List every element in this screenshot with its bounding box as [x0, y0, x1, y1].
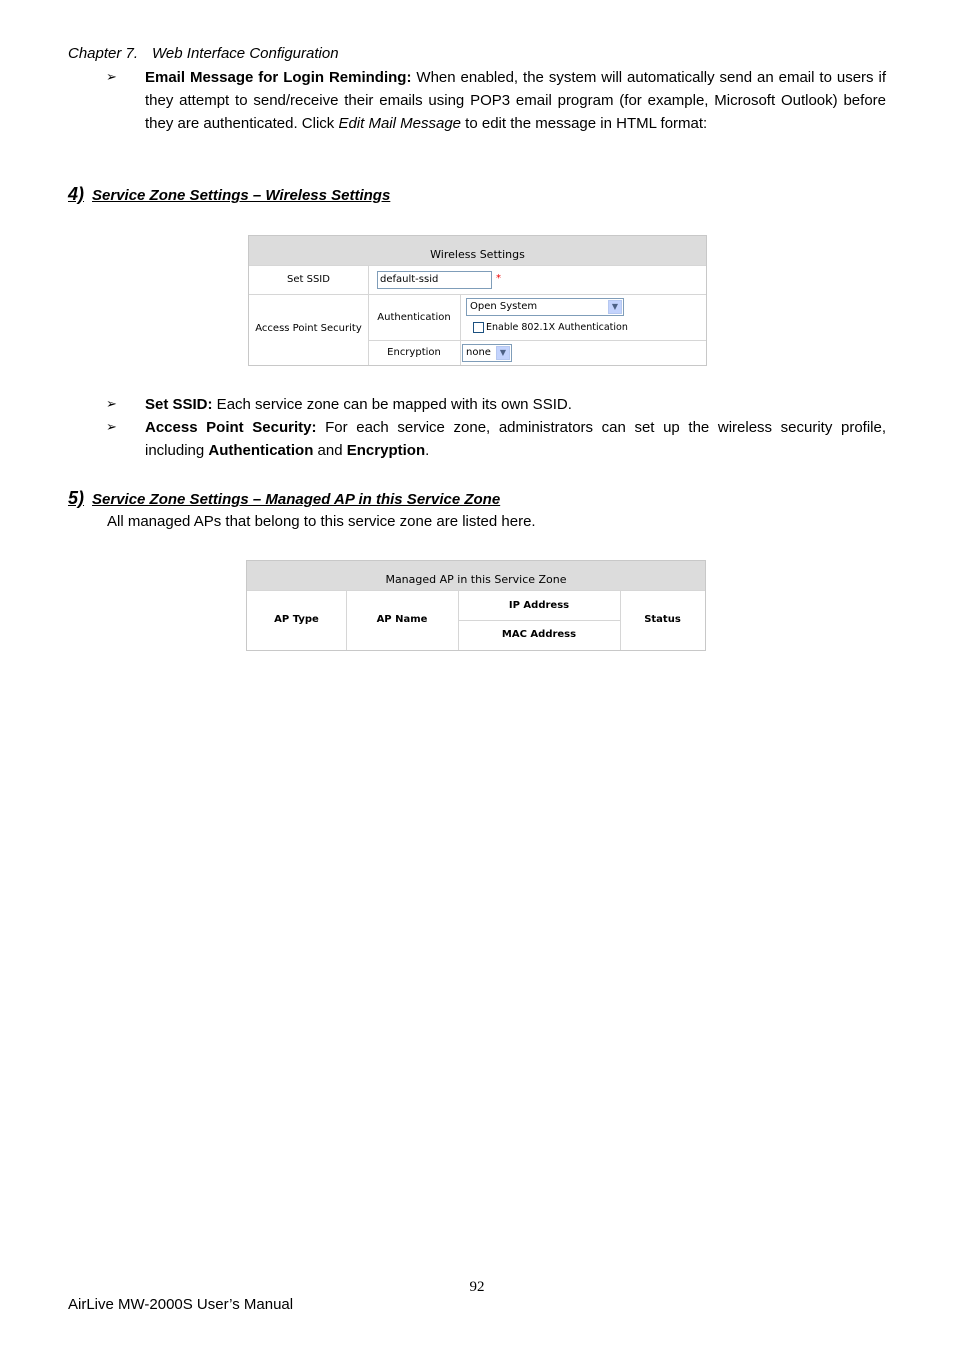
section-4-heading [68, 184, 390, 205]
section-title: Service Zone Settings – Managed AP in this Service Zone [92, 491, 501, 508]
required-mark: * [496, 273, 501, 284]
bullet-heading: Access Point Security: [145, 419, 317, 436]
column-status: Status [644, 614, 681, 625]
authentication-selected: Open System [470, 301, 538, 312]
arrow-bullet-icon: ➢ [106, 397, 117, 412]
ap-security-bullet [106, 416, 886, 462]
wireless-settings-table [248, 235, 707, 366]
page-number: 92 [469, 1279, 485, 1295]
dot1x-checkbox[interactable] [473, 322, 484, 333]
encryption-selected: none [466, 347, 491, 358]
encryption-select[interactable] [462, 344, 512, 362]
bullet-text: For each service zone, administrators can set up the wireless security profile, including [145, 419, 886, 459]
bullet-text: When enabled, the system will automatically send an email to users if they attempt to send/receive their emails using POP3 email program (for example, Microsoft Outlook) before they are authenticated. Click [145, 69, 886, 132]
column-mac-address: MAC Address [501, 629, 577, 640]
chevron-down-icon[interactable]: ▼ [608, 300, 622, 314]
bullet-emphasis: Encryption [346, 442, 426, 459]
authentication-select[interactable] [466, 298, 624, 316]
bullet-emphasis: Authentication [208, 442, 314, 459]
section-5-heading [68, 488, 500, 509]
ap-security-label: Access Point Security [255, 323, 362, 334]
dot1x-label: Enable 802.1X Authentication [486, 322, 628, 333]
bullet-text: to edit the message in HTML format: [461, 115, 708, 132]
arrow-bullet-icon: ➢ [106, 420, 117, 435]
page-header [68, 45, 339, 62]
table-caption: Wireless Settings [249, 236, 706, 265]
section-5-description: All managed APs that belong to this service zone are listed here. [107, 513, 536, 530]
arrow-bullet-icon: ➢ [106, 70, 117, 85]
set-ssid-bullet [106, 393, 886, 416]
bullet-text: and [313, 442, 347, 459]
managed-ap-table [246, 560, 706, 651]
column-ap-name: AP Name [376, 614, 428, 625]
edit-mail-message-ref: Edit Mail Message [338, 115, 462, 132]
bullet-text: Each service zone can be mapped with its own SSID. [212, 396, 572, 413]
chapter-title: Web Interface Configuration [152, 45, 339, 62]
column-ip-address: IP Address [508, 600, 570, 611]
column-ap-type: AP Type [274, 614, 319, 625]
bullet-heading: Set SSID: [145, 396, 213, 413]
encryption-label: Encryption [387, 347, 441, 358]
section-number: 5) [68, 488, 85, 508]
section-title: Service Zone Settings – Wireless Settings [92, 187, 391, 204]
ssid-input[interactable]: default-ssid [377, 271, 492, 289]
chevron-down-icon[interactable]: ▼ [496, 346, 510, 360]
bullet-heading: Email Message for Login Reminding: [145, 69, 412, 86]
authentication-label: Authentication [377, 312, 451, 323]
section-number: 4) [68, 184, 85, 204]
email-reminder-bullet [106, 66, 886, 135]
chapter-label: Chapter 7. [68, 45, 139, 62]
set-ssid-label: Set SSID [287, 274, 330, 285]
bullet-text: . [425, 442, 430, 459]
page-footer: AirLive MW-2000S User’s Manual [68, 1296, 294, 1313]
table-caption: Managed AP in this Service Zone [247, 561, 705, 590]
